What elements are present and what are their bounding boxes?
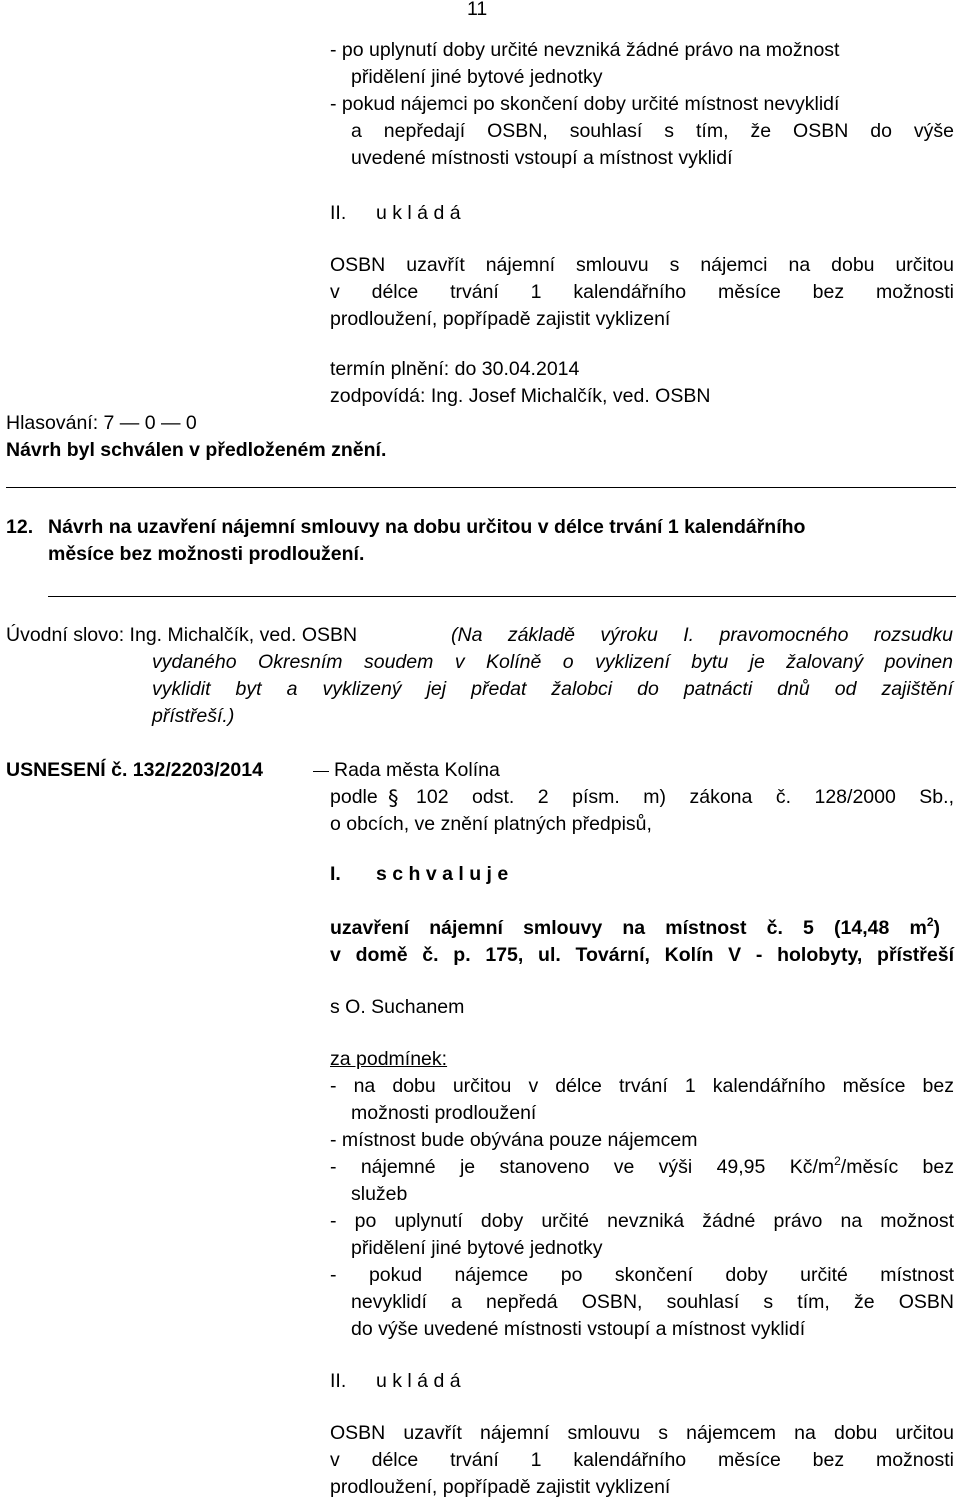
- condition-item-continuation: přidělení jiné bytové jednotky: [351, 1237, 603, 1259]
- vote-result: Hlasování: 7 — 0 — 0: [6, 412, 197, 434]
- list-item: - pokud nájemci po skončení doby určité místnost nevyklidí: [330, 93, 840, 115]
- intro-note: vydaného Okresním soudem v Kolíně o vyklizení bytu je žalovaný povinen: [152, 651, 953, 673]
- vote-status: Návrh byl schválen v předloženém znění.: [6, 439, 387, 461]
- section-verb: u k l á d á: [376, 202, 461, 224]
- section-numeral: II.: [330, 202, 347, 224]
- dash: [313, 771, 329, 772]
- condition-item: - pokud nájemce po skončení doby určité místnost: [330, 1264, 954, 1286]
- law-reference: podle: [330, 786, 378, 808]
- condition-item: - na dobu určitou v délce trvání 1 kalendářního měsíce bez: [330, 1075, 954, 1097]
- divider: [6, 487, 956, 488]
- section-text: OSBN uzavřít nájemní smlouvu s nájemci na dobu určitou: [330, 254, 954, 276]
- condition-item: - nájemné je stanoveno ve výši 49,95 $Kč/m^2$/měsíc bez: [330, 1154, 954, 1178]
- item-title-continuation: měsíce bez možnosti prodloužení.: [48, 543, 365, 565]
- section-sign-icon: [384, 786, 408, 810]
- section-numeral: I.: [330, 863, 341, 885]
- list-item: - po uplynutí doby určité nevzniká žádné právo na možnost: [330, 39, 840, 61]
- resolution-number: USNESENÍ č. 132/2203/2014: [6, 759, 263, 781]
- list-item-continuation: a nepředají OSBN, souhlasí s tím, že OSBN do výše: [351, 120, 954, 142]
- deadline: termín plnění: do 30.04.2014: [330, 358, 580, 380]
- section-numeral: II.: [330, 1370, 347, 1392]
- section-text: OSBN uzavřít nájemní smlouvu s nájemcem na dobu určitou: [330, 1422, 954, 1444]
- condition-item-continuation: nevyklidí a nepředá OSBN, souhlasí s tím, že OSBN: [351, 1291, 954, 1313]
- section-verb: s c h v a l u j e: [376, 863, 509, 885]
- condition-item-continuation: služeb: [351, 1183, 408, 1205]
- list-item-continuation: přidělení jiné bytové jednotky: [351, 66, 603, 88]
- list-item-continuation: uvedené místnosti vstoupí a místnost vyklidí: [351, 147, 733, 169]
- page-number: 11: [467, 0, 488, 20]
- law-reference: 102 odst. 2 písm. m) zákona č. 128/2000 Sb.,: [416, 786, 954, 808]
- condition-item: - místnost bude obývána pouze nájemcem: [330, 1129, 698, 1151]
- condition-item-continuation: do výše uvedené místnosti vstoupí a místnost vyklidí: [351, 1318, 806, 1340]
- intro-note: přístřeší.): [152, 705, 235, 727]
- intro-note: vyklidit byt a vyklizený jej předat žalobci do patnácti dnů od zajištění: [152, 678, 953, 700]
- section-verb: u k l á d á: [376, 1370, 461, 1392]
- section-text: prodloužení, popřípadě zajistit vyklizení: [330, 1476, 671, 1498]
- law-reference: o obcích, ve znění platných předpisů,: [330, 813, 652, 835]
- contract-subject: uzavření nájemní smlouvy na místnost č. 5 (14,48 $m^2$): [330, 915, 940, 939]
- condition-item: - po uplynutí doby určité nevzniká žádné právo na možnost: [330, 1210, 954, 1232]
- conditions-label: za podmínek:: [330, 1048, 448, 1070]
- intro-label: Úvodní slovo: Ing. Michalčík, ved. OSBN: [6, 624, 358, 646]
- section-text: v délce trvání 1 kalendářního měsíce bez možnosti: [330, 281, 954, 303]
- section-text: prodloužení, popřípadě zajistit vyklizení: [330, 308, 671, 330]
- svg-text:§: §: [388, 786, 399, 810]
- condition-item-continuation: možnosti prodloužení: [351, 1102, 537, 1124]
- contract-subject: v domě č. p. 175, ul. Tovární, Kolín V - holobyty, přístřeší: [330, 944, 954, 966]
- resolution-body: Rada města Kolína: [334, 759, 500, 781]
- intro-note: (Na základě výroku I. pravomocného rozsudku: [451, 624, 953, 646]
- section-text: v délce trvání 1 kalendářního měsíce bez možnosti: [330, 1449, 954, 1471]
- item-number: 12.: [6, 516, 34, 538]
- tenant: s O. Suchanem: [330, 996, 465, 1018]
- divider: [48, 596, 956, 597]
- item-title: Návrh na uzavření nájemní smlouvy na dobu určitou v délce trvání 1 kalendářního: [48, 516, 806, 538]
- responsible-person: zodpovídá: Ing. Josef Michalčík, ved. OSBN: [330, 385, 711, 407]
